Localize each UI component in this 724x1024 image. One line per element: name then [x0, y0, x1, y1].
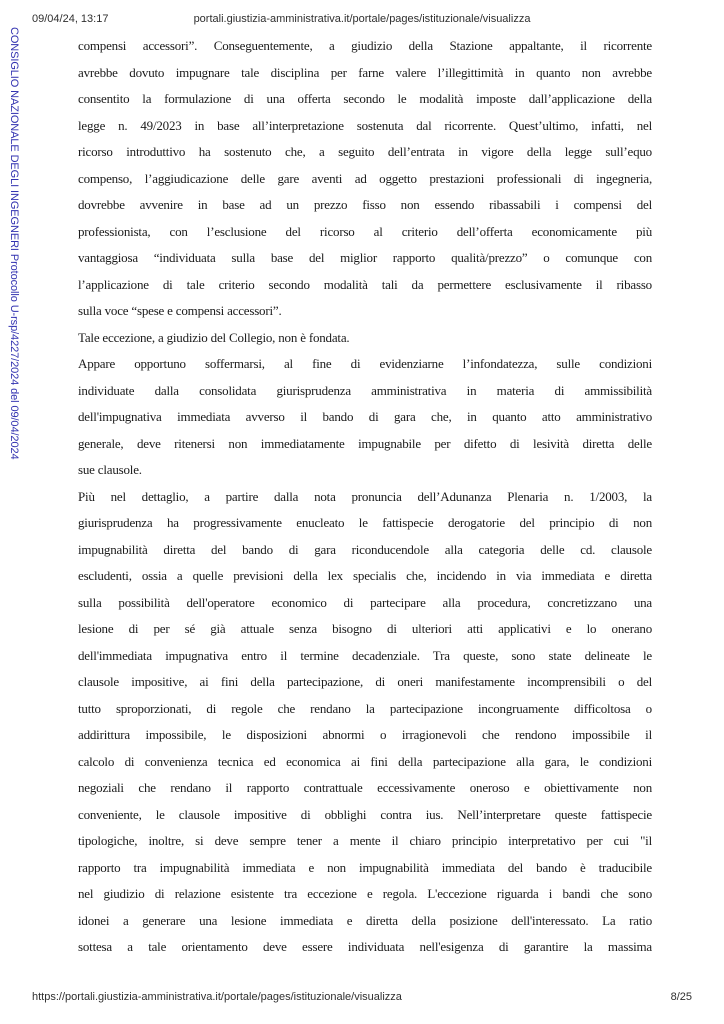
text-line: idonei a generare una lesione immediata e diretta della posizione dell'interessato. La ratio: [78, 912, 652, 928]
text-line: rapporto tra impugnabilità immediata e non impugnabilità immediata del bando è traducibile: [78, 859, 652, 875]
text-line: sulla possibilità dell'operatore economico di partecipare alla procedura, concretizzano una: [78, 594, 652, 610]
text-line: consentito la formulazione di una offerta secondo le modalità imposte dall’applicazione della: [78, 91, 652, 106]
text-line: compenso, l’aggiudicazione delle gare aventi ad oggetto prestazioni professionali di ingegneria,: [78, 170, 652, 186]
text-line: calcolo di convenienza tecnica ed economica ai fini della partecipazione alla gara, le condizioni: [78, 753, 652, 769]
text-line: conveniente, le clausole impositive di obblighi contra ius. Nell’interpretare queste fattispecie: [78, 806, 652, 822]
print-footer: [0, 991, 724, 1005]
text-line: ricorso introduttivo ha sostenuto che, a seguito dell’entrata in vigore della legge sull’equo: [78, 144, 652, 159]
text-line: tipologiche, inoltre, si deve sempre tener a mente il chiaro principio interpretativo per cui "il: [78, 833, 652, 848]
text-line: nel giudizio di relazione esistente tra eccezione e regola. L'eccezione riguarda i bandi che sono: [78, 886, 652, 901]
page-number: 8/25: [670, 991, 692, 1003]
print-header: [0, 13, 724, 27]
paragraph: [78, 351, 652, 484]
text-line: negoziali che rendano il rapporto contrattuale eccessivamente oneroso e obiettivamente non: [78, 780, 652, 795]
text-line: Appare opportuno soffermarsi, al fine di evidenziarne l’infondatezza, sulle condizioni: [78, 356, 652, 371]
text-line: l’applicazione di tale criterio secondo modalità tali da permettere esclusivamente il ribasso: [78, 276, 652, 292]
text-line: individuate dalla consolidata giurisprudenza amministrativa in materia di ammissibilità: [78, 382, 652, 398]
text-line: dell'impugnativa immediata avverso il bando di gara che, in quanto atto amministrativo: [78, 409, 652, 424]
text-line: giurisprudenza ha progressivamente enucleato le fattispecie derogatorie del principio di non: [78, 515, 652, 530]
footer-url: https://portali.giustizia-amministrativa.it/portale/pages/istituzionale/visualizza: [32, 991, 402, 1003]
text-line: compensi accessori”. Conseguentemente, a giudizio della Stazione appaltante, il ricorrente: [78, 38, 652, 53]
text-line: impugnabilità diretta del bando di gara riconducendole alla categoria delle cd. clausole: [78, 541, 652, 557]
text-line: sottesa a tale orientamento deve essere individuata nell'esigenza di garantire la massima: [78, 939, 652, 954]
text-line: legge n. 49/2023 in base all’interpretazione sostenuta dal ricorrente. Quest’ultimo, infatti, nel: [78, 117, 652, 133]
text-line: avrebbe dovuto impugnare tale disciplina per farne valere l’illegittimità in quanto non avrebbe: [78, 64, 652, 80]
text-line: addirittura impossibile, le disposizioni abnormi o irragionevoli che rendono impossibile il: [78, 727, 652, 742]
text-line: Più nel dettaglio, a partire dalla nota pronuncia dell’Adunanza Plenaria n. 1/2003, la: [78, 488, 652, 504]
protocol-stamp: CONSIGLIO NAZIONALE DEGLI INGEGNERI Protocollo U-rsp/4227/2024 del 09/04/2024: [8, 27, 20, 460]
paragraph: [78, 33, 652, 325]
text-line: dell'immediata impugnativa entro il termine decadenziale. Tra queste, sono state delineate le: [78, 647, 652, 663]
text-line: tutto sproporzionati, di regole che rendano la partecipazione incongruamente difficoltosa o: [78, 700, 652, 716]
print-header-url: portali.giustizia-amministrativa.it/portale/pages/istituzionale/visualizza: [193, 13, 531, 25]
text-line: escludenti, ossia a quelle previsioni della lex specialis che, incidendo in via immediata e diretta: [78, 568, 652, 583]
text-line: sue clausole.: [78, 462, 142, 477]
text-line: vantaggiosa “individuata sulla base del miglior rapporto qualità/prezzo” o comunque con: [78, 250, 652, 265]
text-line: lesione di per sé già attuale senza bisogno di ulteriori atti applicativi e lo onerano: [78, 621, 652, 636]
text-line: generale, deve ritenersi non immediatamente impugnabile per difetto di lesività diretta delle: [78, 435, 652, 451]
text-line: Tale eccezione, a giudizio del Collegio, non è fondata.: [78, 329, 350, 345]
text-line: clausole impositive, ai fini della partecipazione, di oneri manifestamente incomprensibili o del: [78, 674, 652, 689]
text-line: sulla voce “spese e compensi accessori”.: [78, 303, 282, 318]
text-line: dovrebbe avvenire in base ad un prezzo fisso non essendo ribassabili i compensi del: [78, 197, 652, 212]
document-body: [78, 33, 652, 961]
paragraph: [78, 484, 652, 961]
text-line: professionista, con l’esclusione del ricorso al criterio dell’offerta economicamente più: [78, 223, 652, 239]
paragraph: [78, 325, 652, 352]
print-datetime: 09/04/24, 13:17: [32, 13, 109, 25]
